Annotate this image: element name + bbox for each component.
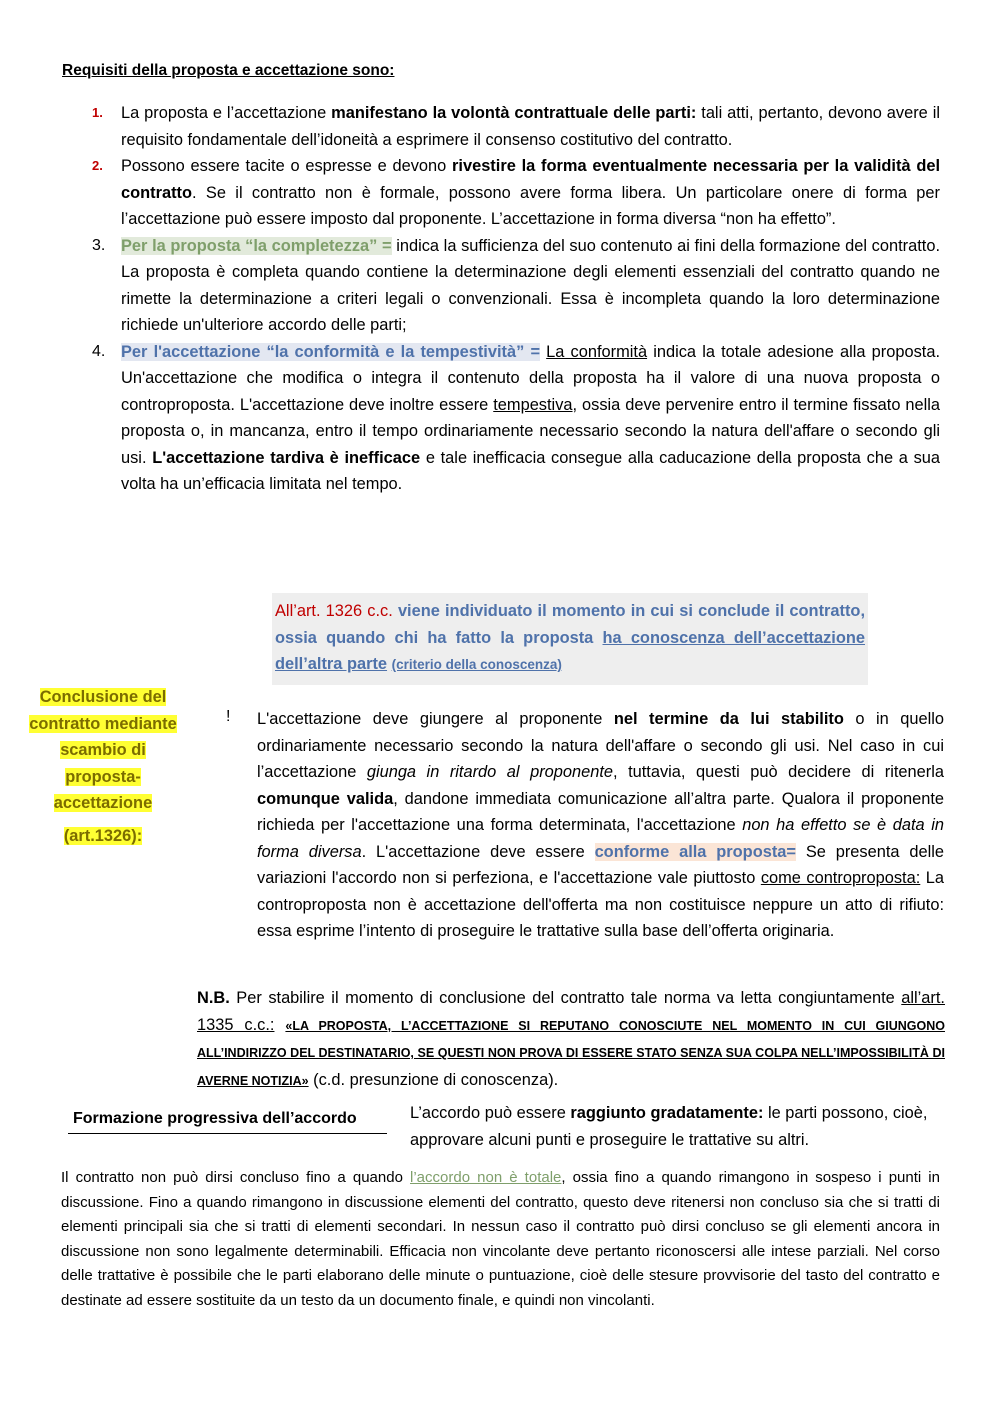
side-label-line: accettazione	[53, 794, 153, 812]
text-run: o in quello ordinariamente necessario secondo la natura dell'affare o secondo gli usi. Nel caso in cui l’accettazione	[257, 710, 945, 781]
list-number: 4.	[92, 342, 106, 360]
list-text	[121, 100, 940, 153]
text-run: indica la sufficienza del suo contenuto ai fini della formazione del contratto. La proposta è completa quando contiene la determinazione degli elementi essenziali del contratto quando ne rimette la determinazione a criteri legali o convenzionali. Essa è incompleta quando la loro determinazione richiede un'ulteriore accordo delle parti;	[121, 236, 941, 334]
exclamation-marker: !	[226, 708, 231, 725]
callout-text: viene individuato il momento in cui si conclude il contratto, ossia quando chi ha fatto la proposta	[275, 602, 865, 647]
text-run: Se presenta delle variazioni l'accordo non si perfeziona, e l'accettazione vale piuttosto	[257, 842, 944, 887]
underlined-text: ha conoscenza dell’accettazione dell’altra parte	[275, 628, 865, 673]
requirements-list	[92, 100, 940, 498]
side-label-line: contratto mediante	[29, 714, 177, 733]
bold-text: nel termine da lui stabilito	[613, 710, 844, 728]
text-run: Possono essere tacite o espresse e devono	[121, 157, 453, 175]
list-text	[121, 153, 940, 233]
subsection-title: Formazione progressiva dell’accordo	[68, 1107, 387, 1134]
italic-text: non ha effetto se è data in forma diversa	[257, 816, 944, 861]
list-text	[121, 233, 940, 339]
highlighted-text: conforme alla proposta=	[594, 842, 796, 861]
underlined-text: tempestiva	[493, 395, 573, 414]
bold-text: L'accettazione tardiva è inefficace	[152, 448, 421, 467]
quoted-article-text: «LA PROPOSTA, L’ACCETTAZIONE SI REPUTANO CONOSCIUTE NEL MOMENTO IN CUI GIUNGONO ALL’INDIRIZZO DEL DESTINATARIO, SE QUESTI NON PROVA DI ESSERE STATO SENZA SUA COLPA NELL’IMPOSSIBILITÀ DI AVERNE NOTIZIA»	[197, 1018, 945, 1088]
list-text	[121, 339, 940, 498]
article-reference: All’art. 1326 c.c.	[275, 602, 393, 620]
list-item	[92, 100, 940, 153]
list-number: 2.	[92, 158, 103, 173]
main-paragraph	[257, 706, 944, 945]
text-run	[274, 1016, 285, 1034]
final-paragraph	[61, 1166, 940, 1313]
text-run: , tuttavia, questi può decidere di ritenerla	[613, 763, 944, 781]
italic-text: giunga in ritardo al proponente	[366, 763, 614, 781]
underlined-text: La conformità	[546, 342, 648, 361]
text-run: La controproposta non è accettazione dell'offerta ma non costituisce neppure un atto di rifiuto: essa esprime l’intento di proseguire le trattative sulla base dell’offerta originaria.	[257, 869, 944, 940]
list-item	[92, 339, 940, 498]
text-run: L’accordo può essere	[410, 1104, 571, 1122]
criterion-note: (criterio della conoscenza)	[391, 657, 562, 672]
list-number: 3.	[92, 236, 106, 254]
list-item	[92, 233, 940, 339]
list-number: 1.	[92, 105, 103, 120]
text-run: tali atti, pertanto, devono avere il requisito fondamentale dell’idoneità a esprimere il consenso costitutivo del contratto.	[121, 104, 940, 149]
bold-text: raggiunto gradatamente:	[570, 1104, 764, 1122]
nota-bene-paragraph	[197, 985, 945, 1094]
underlined-text: l’accordo non è totale	[410, 1169, 562, 1186]
text-run: Il contratto non può dirsi concluso fino a quando	[61, 1169, 411, 1186]
section-heading: Requisiti della proposta e accettazione sono:	[62, 62, 395, 79]
text-run: . L'accettazione deve essere	[361, 842, 595, 861]
side-label-line: Conclusione del	[39, 688, 167, 706]
text-run: indica la totale adesione alla proposta. Un'accettazione che modifica o integra il contenuto della proposta ha il valore di una nuova proposta o controproposta. L'accettazione deve inoltre essere	[121, 342, 940, 414]
text-run: , ossia deve pervenire entro il termine fissato nella proposta o, in mancanza, entro il tempo ordinariamente necessario secondo la natura dell'affare o secondo gli usi.	[121, 395, 941, 467]
nb-label: N.B.	[197, 989, 230, 1007]
text-run: , ossia fino a quando rimangono in sospeso i punti in discussione. Fino a quando rimangono in discussione elementi del contratto, questo deve ritenersi non concluso sia che si tratti di elementi principali sia che si tratti di elementi secondari. In nessun caso il contratto può dirsi concluso se gli elementi ancora in discussione non sono legalmente determinabili. Efficacia non vincolante deve pertanto riconoscersi alle intese parziali. Nel corso delle trattative è possibile che le parti elaborano delle minute o puntuazione, cioè delle stesure provvisorie del tasto del contratto e destinate ad essere sostituite da un testo da un documento finale, e quindi non vincolanti.	[61, 1169, 940, 1309]
highlighted-text: Per l'accettazione “la conformità e la tempestività” =	[121, 342, 541, 361]
side-label-line: scambio di	[60, 741, 146, 759]
underlined-text: all’art. 1335 c.c.:	[197, 989, 945, 1034]
text-run: . Se il contratto non è formale, possono avere forma libera. Un particolare onere di forma per l’accettazione può essere imposto dal proponente. L’accettazione in forma diversa “non ha effetto”.	[121, 183, 940, 228]
text-run: e tale inefficacia consegue alla caducazione della proposta che a sua volta ha un’efficacia limitata nel tempo.	[121, 448, 941, 493]
side-label-line: proposta-	[65, 767, 141, 786]
text-run: La proposta e l’accettazione	[121, 104, 332, 122]
text-run: le parti possono, cioè, approvare alcuni punti e proseguire le trattative su altri.	[410, 1104, 928, 1149]
bold-text: manifestano la volontà contrattuale delle parti:	[331, 104, 697, 122]
side-label-article: (art.1326):	[63, 826, 143, 845]
text-run: L'accettazione deve giungere al proponente	[257, 710, 614, 728]
bold-text: comunque valida	[257, 789, 394, 808]
highlighted-text: Per la proposta “la completezza” =	[121, 236, 392, 255]
bold-text: rivestire la forma eventualmente necessaria per la validità del contratto	[121, 157, 941, 202]
subsection-text	[410, 1100, 940, 1153]
underlined-text: come controproposta:	[760, 869, 921, 887]
article-callout-box	[272, 593, 868, 685]
side-label	[18, 684, 188, 849]
text-run: , dandone immediata comunicazione all’altra parte. Qualora il proponente richieda per l'accettazione una forma determinata, l'accettazione	[257, 789, 945, 834]
text-run: (c.d. presunzione di conoscenza).	[308, 1070, 559, 1089]
list-item	[92, 153, 940, 233]
text-run: Per stabilire il momento di conclusione del contratto tale norma va letta congiuntamente	[229, 989, 902, 1007]
